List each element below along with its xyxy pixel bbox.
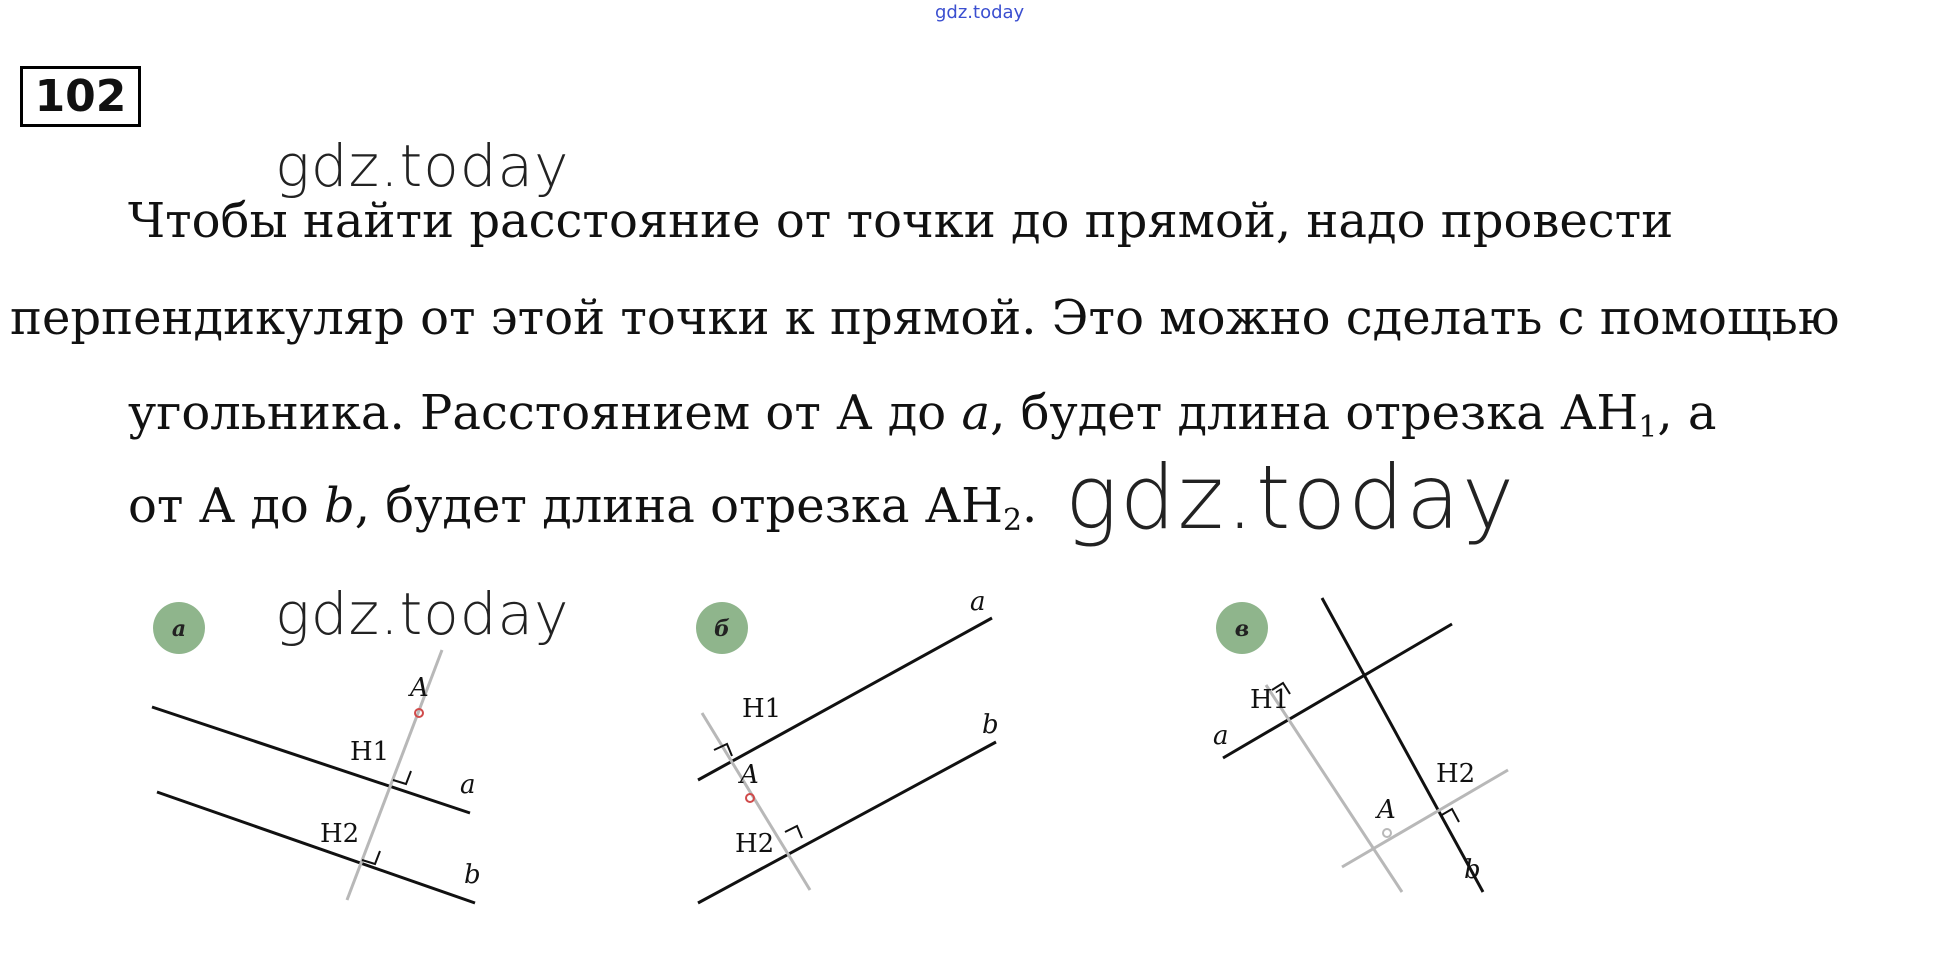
line-a-label: a	[1213, 721, 1229, 751]
line-a-label: a	[460, 770, 476, 800]
line-b-label: b	[982, 710, 999, 740]
site-watermark-top: gdz.today	[935, 2, 1025, 23]
right-angle-mark	[785, 826, 802, 838]
h2-label: H2	[1436, 759, 1476, 789]
point-a-mark	[1383, 829, 1391, 837]
point-label: A	[410, 673, 429, 703]
figure-badge: б	[714, 616, 730, 642]
text-line-1: Чтобы найти расстояние от точки до прямой, надо провести	[128, 193, 1674, 249]
text-fragment: угольника. Расстоянием от А до	[128, 385, 962, 441]
line-b-label: b	[464, 860, 481, 890]
watermark: gdz.today	[275, 580, 570, 648]
subscript: 1	[1638, 410, 1658, 445]
line-b-label: b	[1464, 855, 1481, 885]
h2-label: H2	[320, 819, 360, 849]
point-label: A	[1377, 795, 1396, 825]
variable-a: a	[961, 385, 991, 441]
figure-v	[1213, 598, 1508, 892]
perpendicular-line	[702, 713, 810, 890]
figure-badge: а	[171, 616, 187, 642]
text-fragment: , а	[1657, 385, 1717, 441]
text-line-4	[128, 478, 1037, 538]
figure-b	[696, 587, 999, 903]
figure-badge: в	[1234, 616, 1250, 642]
text-line-2: перпендикуляр от этой точки к прямой. Это можно сделать с помощью	[10, 290, 1840, 346]
text-fragment: , будет длина отрезка АН	[354, 478, 1003, 534]
text-fragment: , будет длина отрезка АН	[990, 385, 1639, 441]
line-b	[157, 792, 475, 903]
task-number: 102	[20, 66, 141, 127]
text-fragment: от А до	[128, 478, 325, 534]
h1-label: H1	[742, 694, 782, 724]
variable-b: b	[324, 478, 355, 534]
text-fragment: .	[1022, 478, 1038, 534]
h1-label: H1	[350, 737, 390, 767]
h1-label: H1	[1250, 685, 1290, 715]
line-b	[1322, 598, 1483, 892]
subscript: 2	[1002, 503, 1023, 538]
perpendicular-line	[1266, 685, 1402, 892]
h2-label: H2	[735, 829, 775, 859]
line-a-label: a	[970, 587, 986, 617]
watermark: gdz.today	[1065, 446, 1517, 549]
text-line-3	[128, 385, 1717, 445]
line-a	[152, 707, 470, 813]
watermark: gdz.today	[275, 132, 570, 200]
point-label: A	[740, 760, 759, 790]
